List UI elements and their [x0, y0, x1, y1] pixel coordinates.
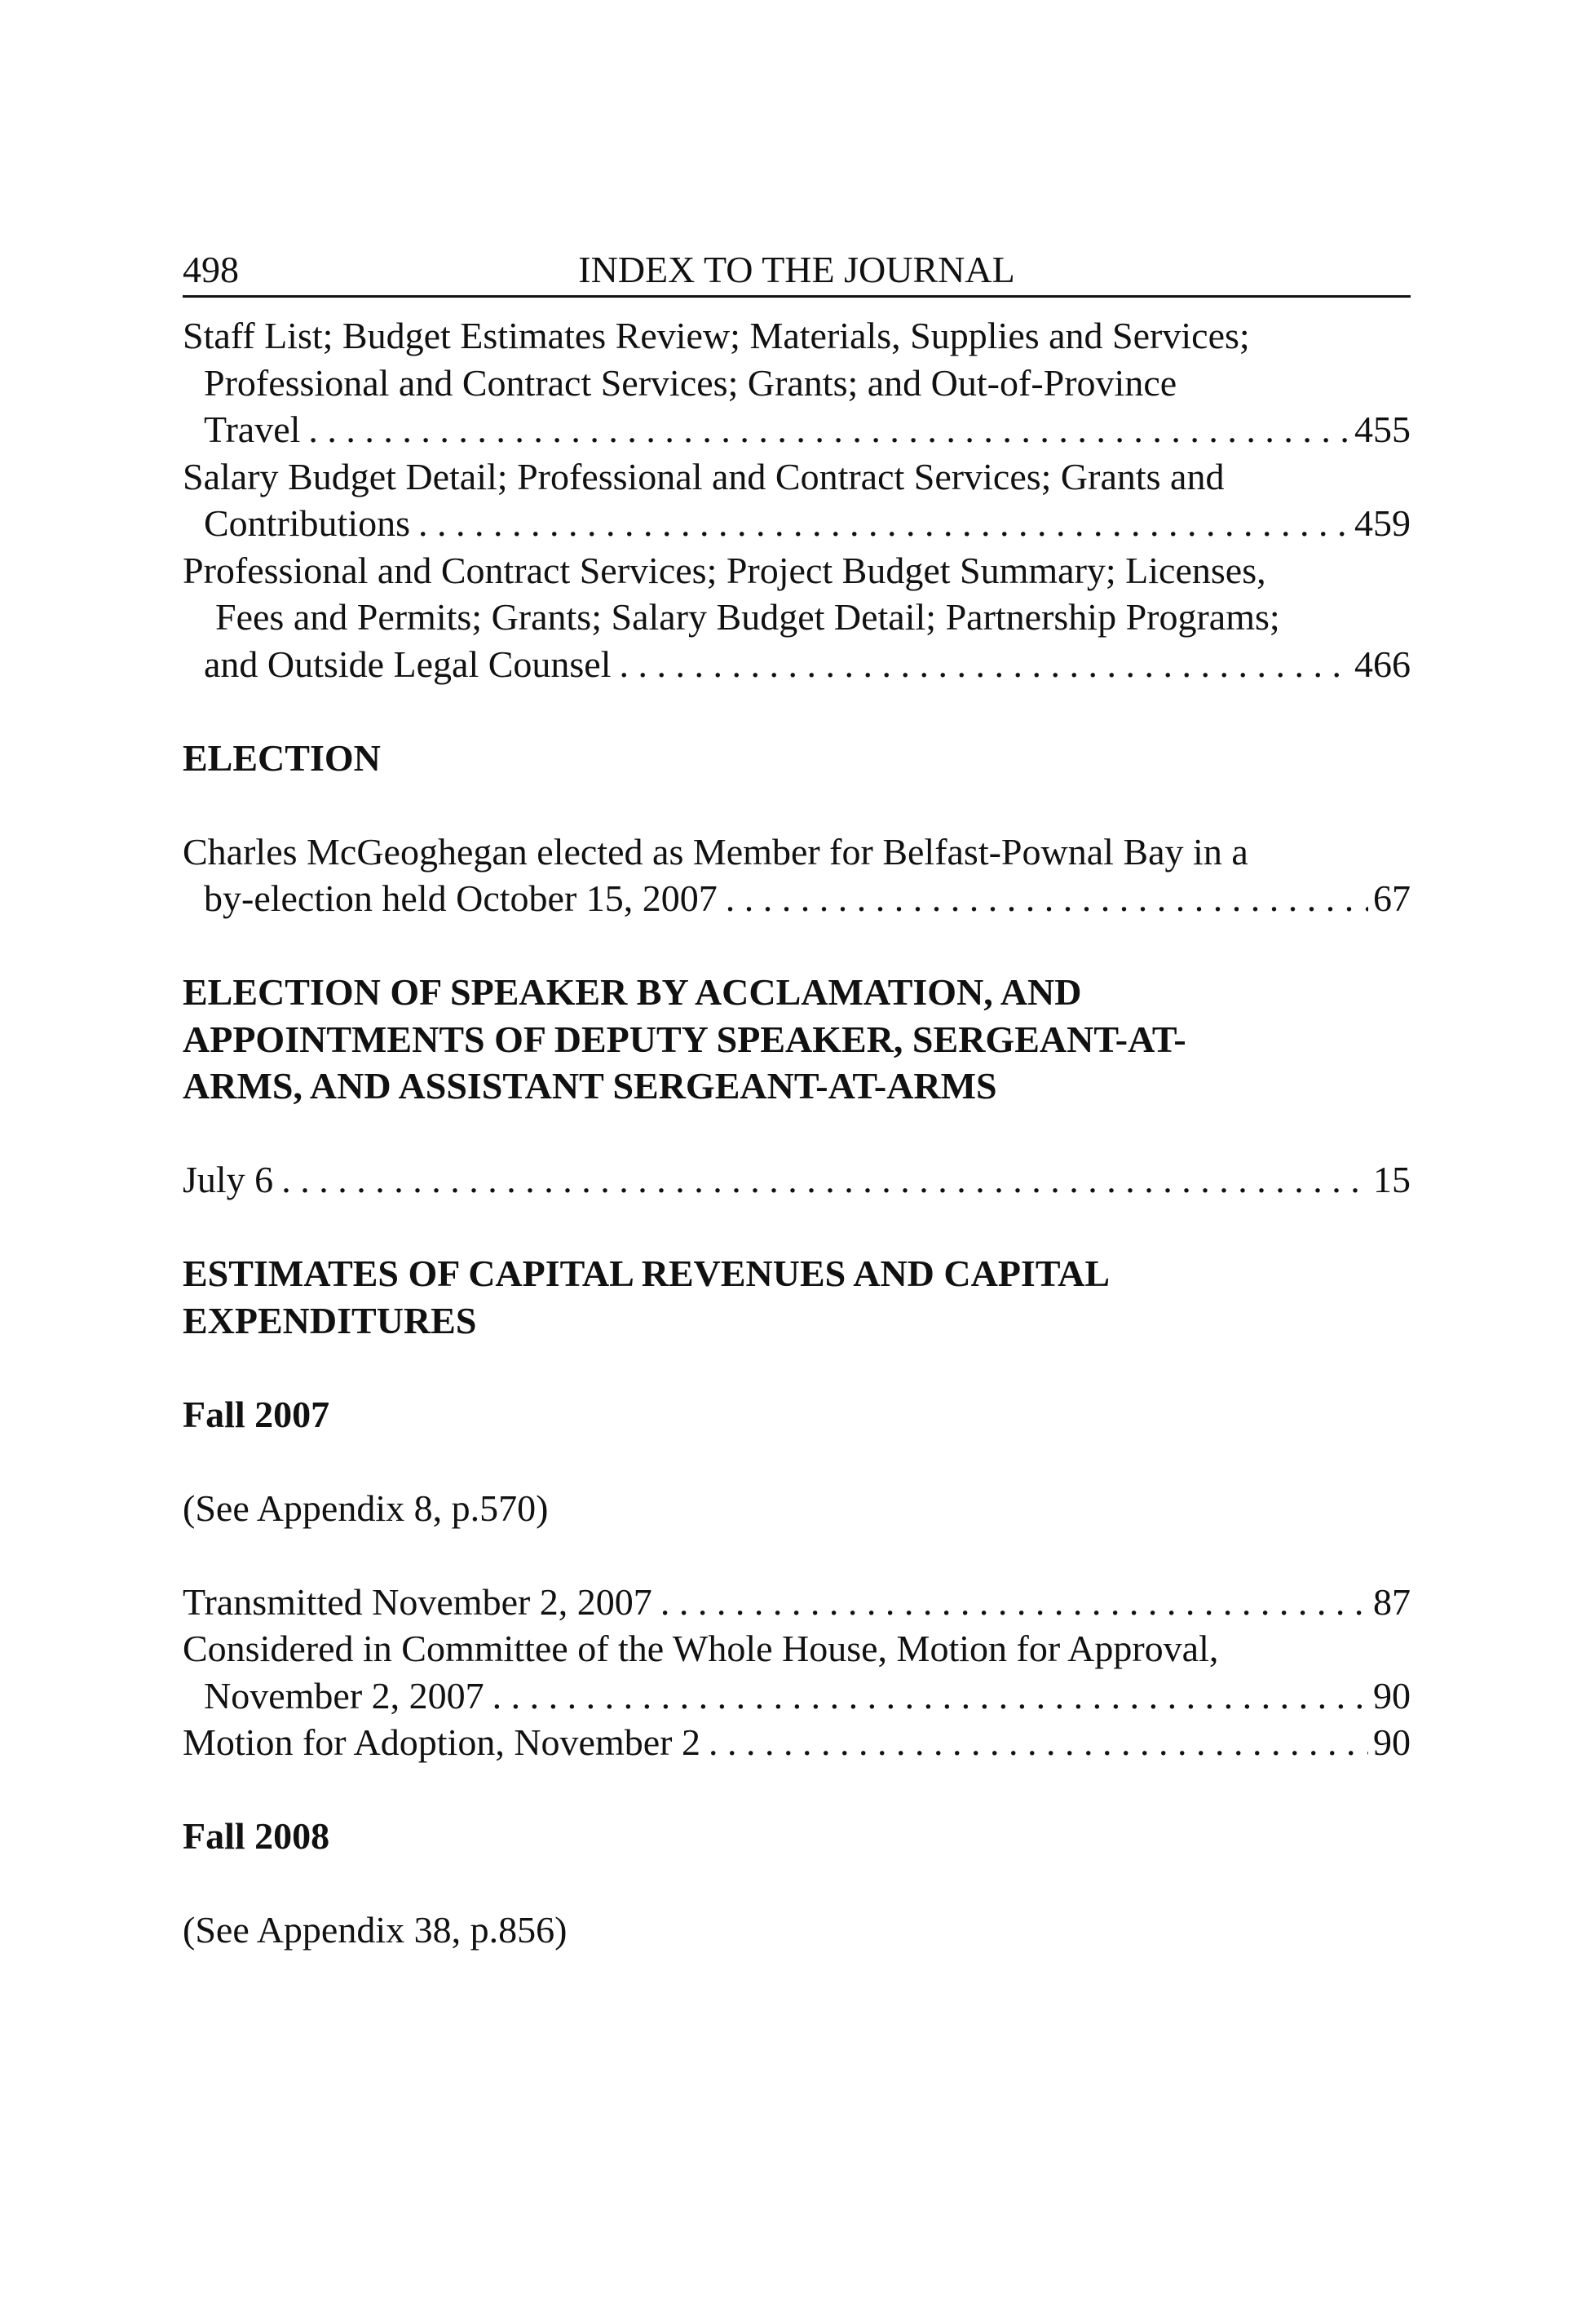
journal-page: [183, 245, 1411, 1954]
page-reference: 459: [1354, 502, 1411, 544]
dot-leader: [281, 1156, 1368, 1204]
entry-leader-line: [183, 641, 1411, 688]
index-content: [183, 312, 1411, 1954]
entry-leader-line: [183, 500, 1411, 547]
entry-line: Staff List; Budget Estimates Review; Materials, Supplies and Services;: [183, 315, 1250, 356]
dot-leader: [308, 406, 1349, 453]
see-reference: (See Appendix 8, p.570): [183, 1487, 549, 1529]
page-reference: 90: [1373, 1674, 1411, 1716]
entry-line: Charles McGeoghegan elected as Member for Belfast-Pownal Bay in a: [183, 830, 1248, 873]
page-reference: 67: [1373, 877, 1411, 919]
dot-leader: [492, 1672, 1368, 1720]
page-reference: 455: [1354, 409, 1411, 450]
running-title: INDEX TO THE JOURNAL: [578, 249, 1015, 290]
see-reference: (See Appendix 38, p.856): [183, 1909, 568, 1951]
index-entry-travel: [183, 312, 1411, 453]
dot-leader: [620, 641, 1349, 688]
entry-line-text: by-election held October 15, 2007: [204, 877, 718, 919]
dot-leader: [660, 1579, 1368, 1626]
entry-line: Fees and Permits; Grants; Salary Budget Detail; Partnership Programs;: [215, 596, 1280, 638]
running-header: [183, 245, 1411, 298]
heading-line: ELECTION OF SPEAKER BY ACCLAMATION, AND: [183, 971, 1082, 1013]
entry-line-text: Motion for Adoption, November 2: [183, 1721, 700, 1763]
entry-line: Professional and Contract Services; Project Budget Summary; Licenses,: [183, 549, 1266, 591]
dot-leader: [418, 500, 1349, 547]
page-number: 498: [183, 249, 239, 290]
entry-line: Considered in Committee of the Whole House, Motion for Approval,: [183, 1628, 1219, 1669]
entry-line-text: Travel: [204, 409, 301, 450]
entry-line: Professional and Contract Services; Grants; and Out-of-Province: [204, 361, 1177, 404]
entry-leader-line: [183, 875, 1411, 922]
page-reference: 90: [1373, 1721, 1411, 1763]
section-heading-estimates: [183, 1250, 1411, 1344]
section-heading-election: ELECTION: [183, 736, 381, 779]
page-reference: 15: [1373, 1159, 1411, 1200]
entry-line-text: November 2, 2007: [204, 1674, 484, 1716]
entry-leader-line: [183, 406, 1411, 453]
heading-line: ARMS, AND ASSISTANT SERGEANT-AT-ARMS: [183, 1065, 997, 1107]
dot-leader: [709, 1719, 1368, 1766]
page-reference: 87: [1373, 1580, 1411, 1623]
subheading-fall-2007: Fall 2007: [183, 1393, 330, 1435]
heading-line: ESTIMATES OF CAPITAL REVENUES AND CAPITAL: [183, 1253, 1110, 1294]
page-reference: 466: [1354, 643, 1411, 685]
entry-leader-line: [183, 1672, 1411, 1720]
heading-line: EXPENDITURES: [183, 1299, 477, 1341]
entry-line-text: Transmitted November 2, 2007: [183, 1580, 652, 1623]
entry-line-text: and Outside Legal Counsel: [204, 643, 612, 685]
entry-line-text: Contributions: [204, 502, 411, 544]
index-entry-transmitted: [183, 1579, 1411, 1626]
subheading-fall-2008: Fall 2008: [183, 1815, 330, 1857]
index-entry-july-6: [183, 1156, 1411, 1204]
entry-line-text: July 6: [183, 1159, 274, 1200]
index-entry-contributions: [183, 453, 1411, 547]
index-entry-legal-counsel: [183, 547, 1411, 688]
section-heading-speaker: [183, 969, 1411, 1110]
index-entry-adoption: [183, 1719, 1411, 1766]
index-entry-considered: [183, 1625, 1411, 1719]
heading-line: APPOINTMENTS OF DEPUTY SPEAKER, SERGEANT-AT-: [183, 1018, 1186, 1060]
dot-leader: [726, 875, 1368, 922]
entry-line: Salary Budget Detail; Professional and Contract Services; Grants and: [183, 455, 1225, 497]
index-entry-by-election: [183, 828, 1411, 922]
